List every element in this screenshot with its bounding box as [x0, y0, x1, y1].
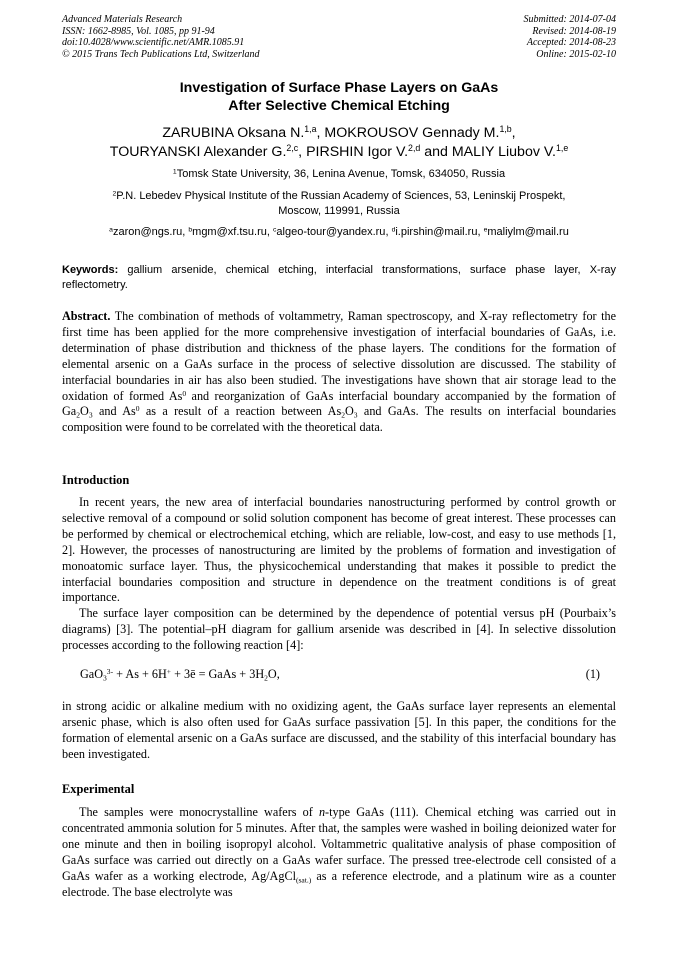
subscript: 2	[341, 410, 345, 420]
section-heading-introduction: Introduction	[62, 473, 130, 487]
abstract-text: and reorganization of GaAs interfacial boundary accompanied by the formation of Ga	[62, 388, 616, 419]
superscript: 0	[135, 404, 140, 414]
date-revised: Revised: 2014-08-19	[532, 25, 616, 37]
date-submitted: Submitted: 2014-07-04	[523, 14, 616, 25]
abstract-text: The combination of methods of voltammetry, Raman spectroscopy, and X-ray reflectometry for the first time has been applied for the more comprehensive investigation of interfacial boundaries of GaAs, i.e. determination of phase distribution and thickness of the phase layers. The conditions for the formation of elemental arsenic on a GaAs surface in the process of selective dissolution are discussed. The stability of interfacial boundaries in air has also been studied. The investigations have shown that air storage lead to the oxidation of formed As	[62, 309, 617, 403]
email-link[interactable]: algeo-tour@yandex.ru	[276, 226, 386, 238]
paragraph-text: as a reference electrode, and a platinum wire as a counter electrode. The base electrolyte was	[62, 868, 616, 899]
abstract-text: as a result of a reaction between As	[139, 404, 342, 419]
journal-doi: doi:10.4028/www.scientific.net/AMR.1085.91	[62, 37, 245, 49]
email-mark: c	[273, 226, 277, 234]
email-mark: d	[391, 226, 396, 234]
date-online: Online: 2015-02-10	[536, 48, 616, 60]
email-link[interactable]: zaron@ngs.ru	[112, 226, 183, 238]
affiliation-2	[62, 189, 616, 218]
affiliation-2-line-1	[62, 189, 616, 204]
journal-issn: ISSN: 1662-8985, Vol. 1085, pp 91-94	[62, 25, 215, 37]
journal-name: Advanced Materials Research	[62, 14, 183, 25]
subscript: 3	[103, 673, 107, 683]
journal-info	[62, 14, 260, 60]
title-line-1: Investigation of Surface Phase Layers on GaAs	[179, 80, 499, 96]
email-mark: a	[109, 226, 113, 234]
author-affiliation-mark: 2,c	[286, 143, 299, 154]
introduction-body	[62, 495, 616, 654]
author-name: MALIY Liubov V.	[451, 144, 556, 160]
equation-1	[80, 666, 608, 682]
author-conjunction: and	[424, 144, 448, 160]
equation-part: + As + 6H	[113, 667, 167, 681]
equation-part: GaO	[80, 667, 104, 681]
paragraph	[62, 805, 616, 900]
email-mark: e	[483, 226, 488, 234]
keywords-text: gallium arsenide, chemical etching, interfacial transformations, surface phase layer, X-ray reflectometry.	[62, 264, 617, 291]
equation-number: (1)	[585, 667, 600, 681]
affiliation-1	[62, 167, 616, 182]
superscript: 0	[182, 388, 187, 398]
author-affiliation-mark: 1,e	[555, 143, 569, 154]
author-name: ZARUBINA Oksana N.	[162, 125, 305, 141]
author-list	[62, 124, 616, 162]
email-link[interactable]: i.pirshin@mail.ru	[395, 226, 478, 238]
paragraph-text: The samples were monocrystalline wafers of	[79, 805, 319, 819]
superscript: +	[166, 666, 172, 676]
italic-text: n	[318, 805, 326, 819]
section-heading-experimental: Experimental	[62, 782, 135, 796]
equation-part: O,	[267, 667, 280, 681]
author-name: MOKROUSOV Gennady M.	[324, 125, 500, 141]
author-affiliation-mark: 1,a	[304, 124, 317, 135]
email-link[interactable]: mgm@xf.tsu.ru	[192, 226, 267, 238]
abstract-text: and GaAs. The results on interfacial boundaries composition were found to be correlated with the theoretical data.	[62, 404, 616, 435]
paragraph-text: -type GaAs (111). Chemical etching was carried out in concentrated ammonia solution for 5 minutes. After that, the samples were washed in boiling deionized water for one minute and then in boiling isopropyl alcohol. Voltammetric qualitative analysis of phase composition of GaAs surface was carried out directly on a GaAs wafer surface. The pressed tree-electrode cell consisted of a GaAs wafer as a working electrode, Ag/AgCl	[62, 805, 616, 883]
affiliation-mark: 2	[112, 190, 117, 198]
journal-copyright: © 2015 Trans Tech Publications Ltd, Switzerland	[62, 48, 260, 60]
abstract-text: O	[344, 404, 354, 419]
email-link[interactable]: maliylm@mail.ru	[487, 226, 569, 238]
keywords	[62, 263, 616, 293]
paper-title	[62, 79, 616, 115]
affiliation-mark: 1	[172, 168, 177, 176]
affiliation-text: Tomsk State University, 36, Lenina Avenue, Tomsk, 634050, Russia	[176, 168, 506, 180]
author-affiliation-mark: 1,b	[499, 124, 512, 135]
abstract-text: O	[80, 404, 89, 419]
authors-line-1: ZARUBINA Oksana N.$^{1,a}$, MOKROUSOV Gennady M.$^{1,b}$,	[162, 124, 516, 141]
affiliation-text: P.N. Lebedev Physical Institute of the Russian Academy of Sciences, 53, Leninskij Prospekt,	[116, 190, 566, 202]
paragraph: In recent years, the new area of interfacial boundaries nanostructuring performed by control growth or selective removal of a compound or solid solution component has become of great interest. These processes can be performed by chemical or electrochemical etching, which are reliable, low-cost, and easy to use methods [1, 2]. However, the processes of nanostructuring are limited by the problems of formation and investigation of monoatomic surface layer. Thus, the physicochemical understanding that makes it possible to predict the interfacial boundaries composition and structure in dependence on the treatment conditions is of great importance.	[62, 495, 616, 605]
author-name: TOURYANSKI Alexander G.	[109, 144, 287, 160]
subscript: 3	[353, 410, 358, 420]
publication-dates	[524, 14, 617, 60]
title-line-2: After Selective Chemical Etching	[228, 98, 450, 114]
affiliation-2-line-2: Moscow, 119991, Russia	[278, 204, 400, 217]
date-accepted: Accepted: 2014-08-23	[526, 37, 616, 49]
email-list: $^a$zaron@ngs.ru, $^b$mgm@xf.tsu.ru, $^c$algeo-tour@yandex.ru, $^d$i.pirshin@mail.ru, $^e$maliylm@mail.ru	[109, 226, 569, 238]
paragraph: in strong acidic or alkaline medium with no oxidizing agent, the GaAs surface layer represents an elemental arsenic phase, which is also often used for GaAs surface passivation [5]. In this paper, the conditions for the formation of elemental arsenic on a GaAs surface are discussed, and the stability of this interfacial boundary has been investigated.	[62, 699, 616, 761]
superscript: 3-	[106, 666, 114, 676]
keywords-label: Keywords:	[62, 264, 119, 276]
equation-part: + 3ē = GaAs + 3H	[171, 667, 265, 681]
abstract	[62, 309, 616, 436]
abstract-text: and As	[92, 404, 136, 419]
author-name: PIRSHIN Igor V.	[306, 144, 409, 160]
subscript: 2	[264, 673, 268, 683]
authors-line-2: TOURYANSKI Alexander G.$^{2,c}$, PIRSHIN Igor V.$^{2,d}$ and MALIY Liubov V.$^{1,e}$	[109, 143, 569, 160]
subscript: (sat.)	[295, 874, 312, 884]
abstract-label: Abstract.	[62, 309, 111, 323]
experimental-body	[62, 805, 616, 900]
subscript: 2	[76, 410, 80, 420]
paragraph: The surface layer composition can be determined by the dependence of potential versus pH (Pourbaix’s diagrams) [3]. The potential–pH diagram for gallium arsenide was described in [4]. In selective dissolution processes according to the following reaction [4]:	[62, 606, 616, 653]
email-mark: b	[188, 226, 193, 234]
author-affiliation-mark: 2,d	[408, 143, 421, 154]
subscript: 3	[88, 410, 93, 420]
